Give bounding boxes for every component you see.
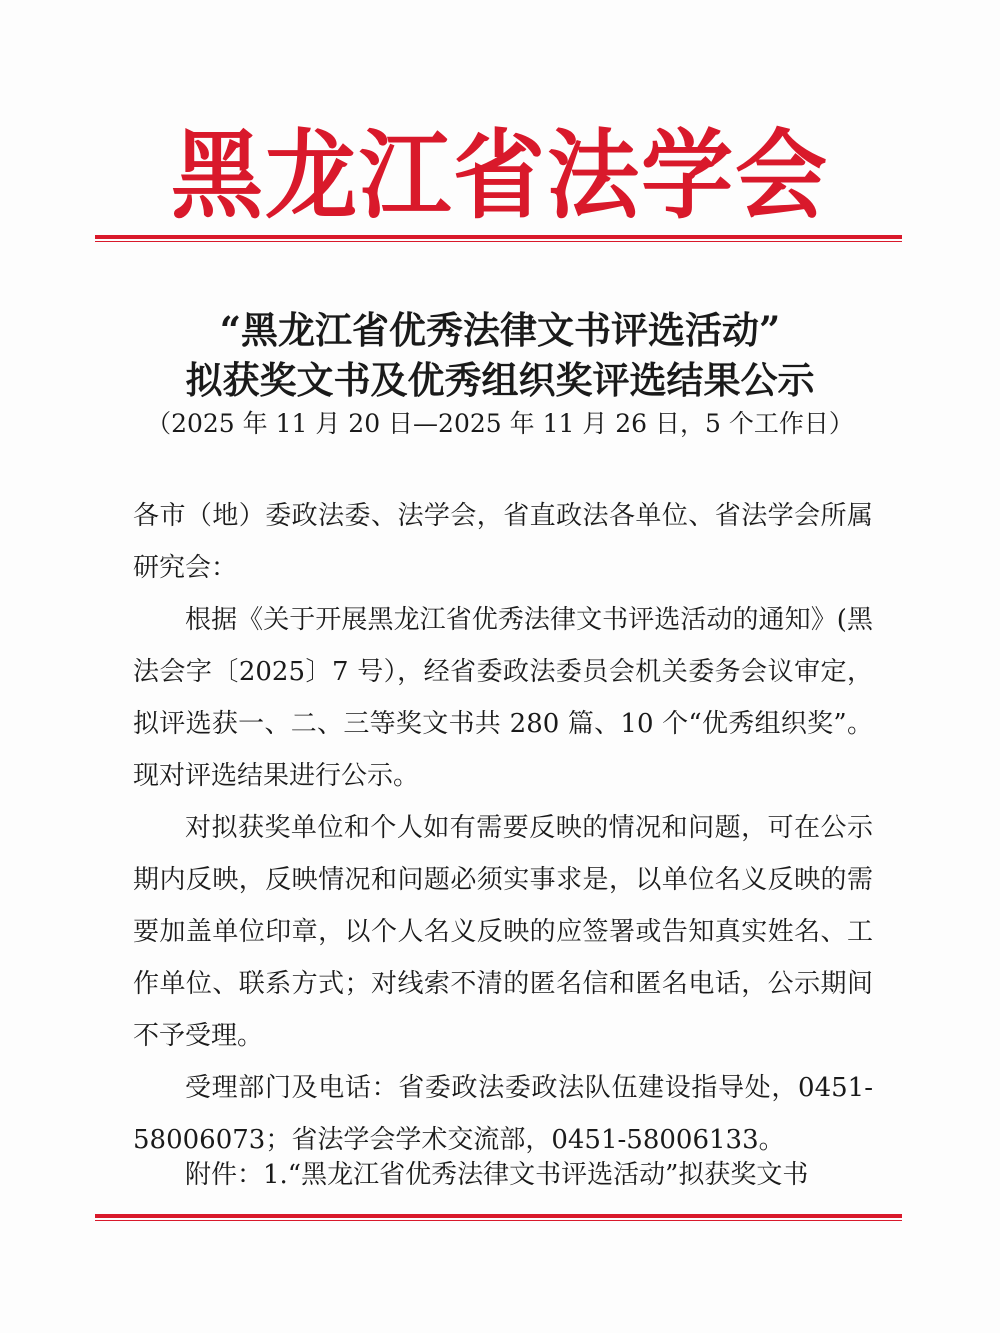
salutation: 各市（地）委政法委、法学会，省直政法各单位、省法学会所属研究会： [133,501,873,583]
masthead-divider [95,235,902,242]
document-title-line-1: “黑龙江省优秀法律文书评选活动” [219,308,781,352]
document-body [133,490,873,1166]
publicity-period: （2025 年 11 月 20 日—2025 年 11 月 26 日，5 个工作日） [146,409,854,438]
document-title-line-2: 拟获奖文书及优秀组织奖评选结果公示 [185,358,815,402]
footer-divider [95,1214,902,1221]
body-paragraph-contact: 受理部门及电话：省委政法委政法队伍建设指导处，0451-58006073；省法学会学术交流部，0451-58006133。 [133,1073,873,1155]
body-paragraph-feedback: 对拟获奖单位和个人如有需要反映的情况和问题，可在公示期内反映，反映情况和问题必须实事求是，以单位名义反映的需要加盖单位印章，以个人名义反映的应签署或告知真实姓名、工作单位、联系方式；对线索不清的匿名信和匿名电话，公示期间不予受理。 [133,813,873,1051]
body-paragraph-basis: 根据《关于开展黑龙江省优秀法律文书评选活动的通知》(黑法会字〔2025〕7 号），经省委政法委员会机关委务会议审定，拟评选获一、二、三等奖文书共 280 篇、10 个“优秀组织奖”。现对评选结果进行公示。 [133,605,873,791]
attachment-line: 附件：1.“黑龙江省优秀法律文书评选活动”拟获奖文书 [185,1160,809,1190]
masthead [0,108,1000,233]
masthead-org-name: 黑龙江省法学会 [170,118,829,233]
